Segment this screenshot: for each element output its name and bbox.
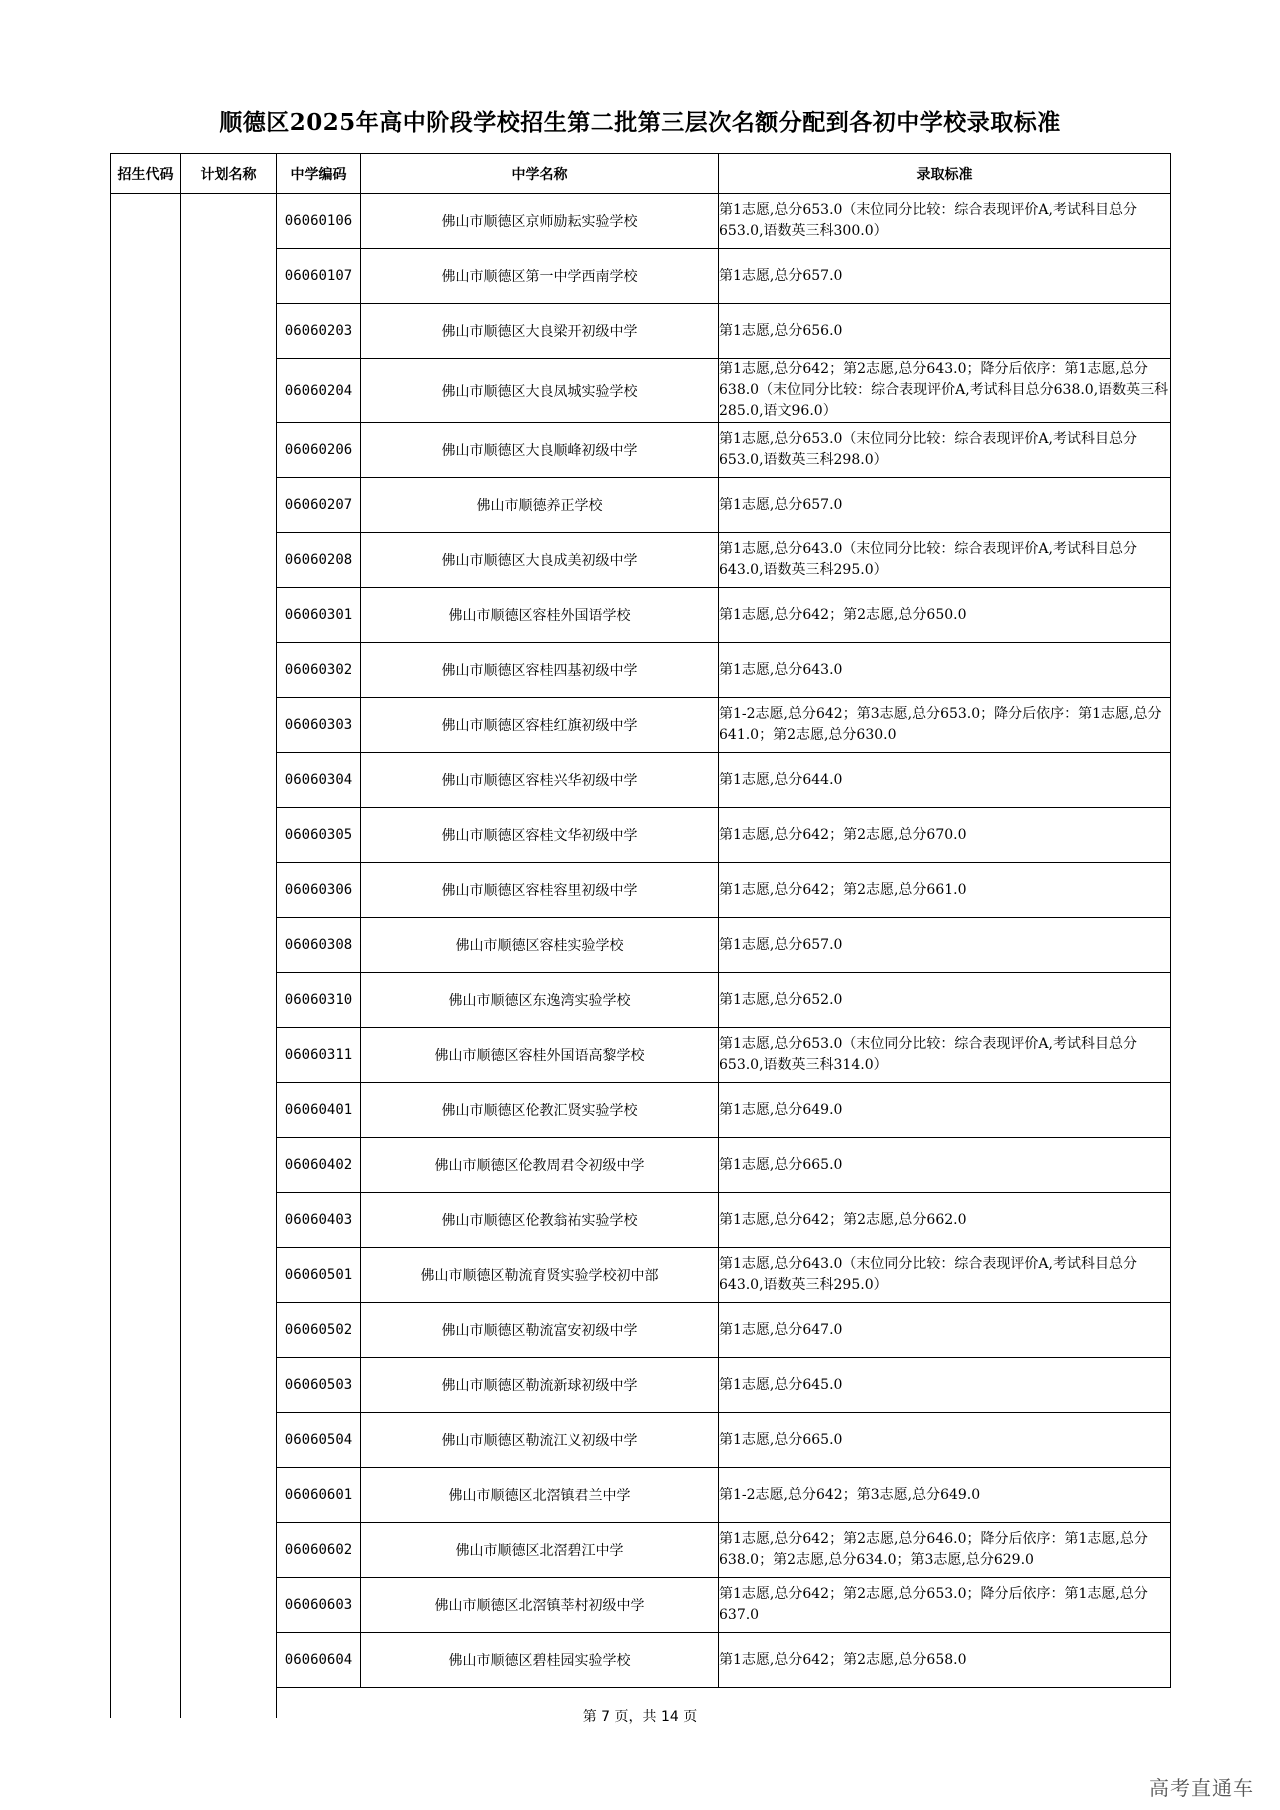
school-code-cell: 06060206 (277, 423, 361, 478)
header-plan-name: 计划名称 (181, 154, 277, 194)
header-criteria: 录取标准 (719, 154, 1171, 194)
watermark: 高考直通车 (1149, 1776, 1254, 1800)
criteria-cell: 第1志愿,总分642；第2志愿,总分653.0；降分后依序：第1志愿,总分637.0 (719, 1578, 1171, 1633)
school-code-cell: 06060502 (277, 1303, 361, 1358)
criteria-cell: 第1志愿,总分642；第2志愿,总分661.0 (719, 863, 1171, 918)
school-code-cell: 06060311 (277, 1028, 361, 1083)
criteria-cell: 第1志愿,总分643.0（末位同分比较：综合表现评价A,考试科目总分643.0,语数英三科295.0） (719, 1248, 1171, 1303)
school-code-cell: 06060402 (277, 1138, 361, 1193)
school-code-cell: 06060602 (277, 1523, 361, 1578)
header-recruit-code: 招生代码 (111, 154, 181, 194)
school-code-cell: 06060401 (277, 1083, 361, 1138)
table-body (111, 194, 1171, 1719)
school-name-cell: 佛山市顺德区碧桂园实验学校 (361, 1633, 719, 1688)
table-header-row (111, 154, 1171, 194)
header-school-code: 中学编码 (277, 154, 361, 194)
school-name-cell: 佛山市顺德区东逸湾实验学校 (361, 973, 719, 1028)
school-code-cell: 06060208 (277, 533, 361, 588)
school-name-cell: 佛山市顺德区容桂容里初级中学 (361, 863, 719, 918)
school-name-cell: 佛山市顺德区容桂红旗初级中学 (361, 698, 719, 753)
criteria-cell: 第1志愿,总分649.0 (719, 1083, 1171, 1138)
school-name-cell: 佛山市顺德区勒流富安初级中学 (361, 1303, 719, 1358)
school-code-cell: 06060107 (277, 249, 361, 304)
criteria-cell: 第1志愿,总分643.0（末位同分比较：综合表现评价A,考试科目总分643.0,语数英三科295.0） (719, 533, 1171, 588)
school-name-cell: 佛山市顺德区大良顺峰初级中学 (361, 423, 719, 478)
school-code-cell: 06060308 (277, 918, 361, 973)
criteria-cell: 第1志愿,总分657.0 (719, 478, 1171, 533)
school-name-cell: 佛山市顺德区北滘镇莘村初级中学 (361, 1578, 719, 1633)
criteria-cell: 第1志愿,总分653.0（末位同分比较：综合表现评价A,考试科目总分653.0,语数英三科300.0） (719, 194, 1171, 249)
criteria-cell: 第1志愿,总分653.0（末位同分比较：综合表现评价A,考试科目总分653.0,语数英三科314.0） (719, 1028, 1171, 1083)
school-code-cell: 06060303 (277, 698, 361, 753)
criteria-cell: 第1志愿,总分657.0 (719, 249, 1171, 304)
school-code-cell: 06060603 (277, 1578, 361, 1633)
school-name-cell: 佛山市顺德区容桂外国语高黎学校 (361, 1028, 719, 1083)
header-school-name: 中学名称 (361, 154, 719, 194)
criteria-cell: 第1志愿,总分643.0 (719, 643, 1171, 698)
criteria-cell: 第1志愿,总分642；第2志愿,总分670.0 (719, 808, 1171, 863)
school-code-cell: 06060604 (277, 1633, 361, 1688)
criteria-cell: 第1志愿,总分642；第2志愿,总分658.0 (719, 1633, 1171, 1688)
school-code-cell: 06060601 (277, 1468, 361, 1523)
school-code-cell: 06060305 (277, 808, 361, 863)
criteria-cell: 第1志愿,总分656.0 (719, 304, 1171, 359)
school-code-cell: 06060207 (277, 478, 361, 533)
criteria-cell: 第1志愿,总分642；第2志愿,总分646.0；降分后依序：第1志愿,总分638.0；第2志愿,总分634.0；第3志愿,总分629.0 (719, 1523, 1171, 1578)
school-name-cell: 佛山市顺德区容桂实验学校 (361, 918, 719, 973)
school-code-cell: 06060204 (277, 359, 361, 423)
school-code-cell: 06060403 (277, 1193, 361, 1248)
criteria-cell: 第1志愿,总分642；第2志愿,总分643.0；降分后依序：第1志愿,总分638.0（末位同分比较：综合表现评价A,考试科目总分638.0,语数英三科285.0,语文96.0） (719, 359, 1171, 423)
school-name-cell: 佛山市顺德区容桂兴华初级中学 (361, 753, 719, 808)
school-name-cell: 佛山市顺德区北滘镇君兰中学 (361, 1468, 719, 1523)
criteria-cell: 第1志愿,总分642；第2志愿,总分662.0 (719, 1193, 1171, 1248)
school-name-cell: 佛山市顺德区伦教周君令初级中学 (361, 1138, 719, 1193)
school-name-cell: 佛山市顺德区勒流育贤实验学校初中部 (361, 1248, 719, 1303)
school-name-cell: 佛山市顺德区容桂文华初级中学 (361, 808, 719, 863)
school-name-cell: 佛山市顺德区伦教汇贤实验学校 (361, 1083, 719, 1138)
recruit-code-cell (111, 194, 181, 1719)
school-name-cell: 佛山市顺德养正学校 (361, 478, 719, 533)
school-code-cell: 06060504 (277, 1413, 361, 1468)
admission-table (110, 153, 1171, 1718)
school-name-cell: 佛山市顺德区勒流新球初级中学 (361, 1358, 719, 1413)
school-code-cell: 06060301 (277, 588, 361, 643)
page-title: 顺德区2025年高中阶段学校招生第二批第三层次名额分配到各初中学校录取标准 (219, 109, 1061, 136)
criteria-cell: 第1志愿,总分647.0 (719, 1303, 1171, 1358)
criteria-cell: 第1志愿,总分644.0 (719, 753, 1171, 808)
school-name-cell: 佛山市顺德区大良成美初级中学 (361, 533, 719, 588)
school-name-cell: 佛山市顺德区京师励耘实验学校 (361, 194, 719, 249)
table-row (111, 194, 1171, 249)
school-code-cell: 06060106 (277, 194, 361, 249)
plan-name-cell (181, 194, 277, 1719)
page-footer: 第 7 页，共 14 页 (582, 1709, 698, 1725)
criteria-cell: 第1志愿,总分653.0（末位同分比较：综合表现评价A,考试科目总分653.0,语数英三科298.0） (719, 423, 1171, 478)
school-name-cell: 佛山市顺德区第一中学西南学校 (361, 249, 719, 304)
school-name-cell: 佛山市顺德区大良梁开初级中学 (361, 304, 719, 359)
criteria-cell: 第1志愿,总分652.0 (719, 973, 1171, 1028)
school-code-cell: 06060503 (277, 1358, 361, 1413)
school-code-cell: 06060203 (277, 304, 361, 359)
school-code-cell: 06060304 (277, 753, 361, 808)
school-name-cell: 佛山市顺德区勒流江义初级中学 (361, 1413, 719, 1468)
criteria-cell: 第1志愿,总分665.0 (719, 1413, 1171, 1468)
school-code-cell: 06060310 (277, 973, 361, 1028)
school-code-cell: 06060306 (277, 863, 361, 918)
criteria-cell: 第1-2志愿,总分642；第3志愿,总分649.0 (719, 1468, 1171, 1523)
criteria-cell: 第1志愿,总分642；第2志愿,总分650.0 (719, 588, 1171, 643)
criteria-cell: 第1志愿,总分665.0 (719, 1138, 1171, 1193)
school-name-cell: 佛山市顺德区北滘碧江中学 (361, 1523, 719, 1578)
criteria-cell: 第1-2志愿,总分642；第3志愿,总分653.0；降分后依序：第1志愿,总分641.0；第2志愿,总分630.0 (719, 698, 1171, 753)
school-code-cell: 06060501 (277, 1248, 361, 1303)
school-name-cell: 佛山市顺德区大良凤城实验学校 (361, 359, 719, 423)
school-name-cell: 佛山市顺德区容桂四基初级中学 (361, 643, 719, 698)
school-name-cell: 佛山市顺德区容桂外国语学校 (361, 588, 719, 643)
school-code-cell: 06060302 (277, 643, 361, 698)
school-name-cell: 佛山市顺德区伦教翁祐实验学校 (361, 1193, 719, 1248)
criteria-cell: 第1志愿,总分657.0 (719, 918, 1171, 973)
criteria-cell: 第1志愿,总分645.0 (719, 1358, 1171, 1413)
